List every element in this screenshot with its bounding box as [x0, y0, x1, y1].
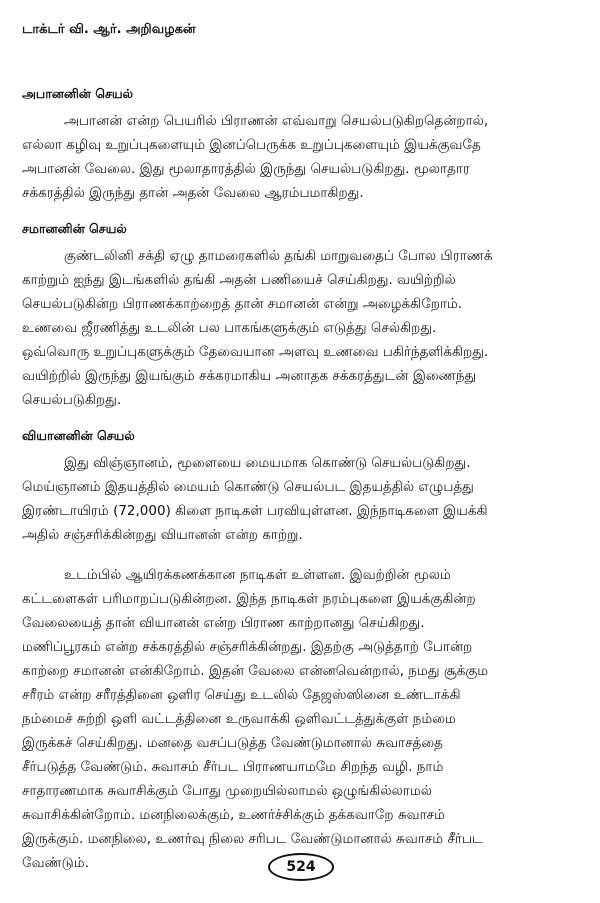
paragraph	[22, 451, 580, 547]
text-line: செயல்படுகின்ற பிராணக்காற்றைத் தான் சமானன் என்று அழைக்கிறோம்.	[22, 296, 463, 312]
section-title: வியானனின் செயல்	[22, 428, 135, 443]
text-line: குண்டலினி சக்தி ஏழு தாமரைகளில் தங்கி மாறுவதைப் போல பிராணக்	[64, 248, 493, 264]
text-line: இருக்கும். மனநிலை, உணர்வு நிலை சரிபட வேண்டுமானால் சுவாசம் சீர்பட	[22, 831, 483, 847]
paragraph	[22, 109, 580, 205]
text-line: ஒவ்வொரு உறுப்புகளுக்கும் தேவையான அளவு உணவை பகிர்ந்தளிக்கிறது.	[22, 344, 489, 360]
running-header: டாக்டர் வி. ஆர். அறிவழகன்	[22, 22, 196, 37]
text-line: உணவை ஜீரணித்து உடலின் பல பாகங்களுக்கும் எடுத்து செல்கிறது.	[22, 320, 437, 336]
text-line: கட்டளைகள் பரிமாறப்படுகின்றன. இந்த நாடிகள் நரம்புகளை இயக்குகின்ற	[22, 591, 476, 607]
text-line: மணிப்பூரகம் என்ற சக்கரத்தில் சஞ்சரிக்கின்றது. இதற்கு அடுத்தாற் போன்ற	[22, 639, 473, 655]
section-samanan	[22, 221, 580, 412]
paragraph	[22, 244, 580, 412]
section-title: சமானனின் செயல்	[22, 221, 127, 236]
text-line: இரண்டாயிரம் (72,000) கிளை நாடிகள் பரவியுள்ளன. இந்நாடிகளை இயக்கி	[22, 503, 488, 519]
text-line: எல்லா கழிவு உறுப்புகளையும் இனப்பெருக்க உறுப்புகளையும் இயக்குவதே	[22, 137, 481, 153]
text-line: சரீரம் என்ற சரீரத்தினை ஒளிர செய்து உடலில் தேஜஸ்ஸினை உண்டாக்கி	[22, 687, 461, 703]
text-line: சீர்படுத்த வேண்டும். சுவாசம் சீர்பட பிராணயாமமே சிறந்த வழி. நாம்	[22, 759, 444, 775]
text-line: சாதாரணமாக சுவாசிக்கும் போது முறையில்லாமல் ஒழுங்கில்லாமல்	[22, 783, 432, 799]
text-line: வயிற்றில் இருந்து இயங்கும் சக்கரமாகிய அனாதக சக்கரத்துடன் இணைந்து	[22, 368, 477, 384]
text-line: இருக்கச் செய்கிறது. மனதை வசப்படுத்த வேண்டுமானால் சுவாசத்தை	[22, 735, 443, 751]
page-body	[22, 86, 580, 891]
section-viyanan	[22, 428, 580, 875]
text-line: வேண்டும்.	[22, 855, 89, 871]
page-number: 524	[268, 853, 334, 881]
text-line: சுவாசிக்கின்றோம். மனநிலைக்கும், உணர்ச்சிக்கும் தக்கவாறே சுவாசம்	[22, 807, 445, 823]
text-line: மெய்ஞானம் இதயத்தில் மையம் கொண்டு செயல்பட இதயத்தில் எழுபத்து	[22, 479, 474, 495]
text-line: நம்மைச் சுற்றி ஒளி வட்டத்தினை உருவாக்கி ஒளிவட்டத்துக்குள் நம்மை	[22, 711, 456, 727]
text-line: அபானன் என்ற பெயரில் பிராணன் எவ்வாறு செயல்படுகிறதென்றால்,	[64, 113, 489, 129]
text-line: வேலையைத் தான் வியானன் என்ற பிராண காற்றானது செய்கிறது.	[22, 615, 425, 631]
text-line: உடம்பில் ஆயிரக்கணக்கான நாடிகள் உள்ளன. இவற்றின் மூலம்	[64, 567, 451, 583]
paragraph	[22, 563, 580, 875]
text-line: சக்கரத்தில் இருந்து தான் அதன் வேலை ஆரம்பமாகிறது.	[22, 185, 364, 201]
text-line: அபானன் வேலை. இது மூலாதாரத்தில் இருந்து செயல்படுகிறது. மூலாதார	[22, 161, 470, 177]
section-apanan	[22, 86, 580, 205]
text-line: இது விஞ்ஞானம், மூளையை மையமாக கொண்டு செயல்படுகிறது.	[64, 455, 471, 471]
text-line: செயல்படுகிறது.	[22, 392, 122, 408]
text-line: காற்றும் ஐந்து இடங்களில் தங்கி அதன் பணியைச் செய்கிறது. வயிற்றில்	[22, 272, 456, 288]
text-line: காற்றை சமானன் என்கிறோம். இதன் வேலை என்னவென்றால், நமது சூக்கும	[22, 663, 489, 679]
text-line: அதில் சஞ்சரிக்கின்றது வியானன் என்ற காற்று.	[22, 527, 303, 543]
section-title: அபானனின் செயல்	[22, 86, 134, 101]
